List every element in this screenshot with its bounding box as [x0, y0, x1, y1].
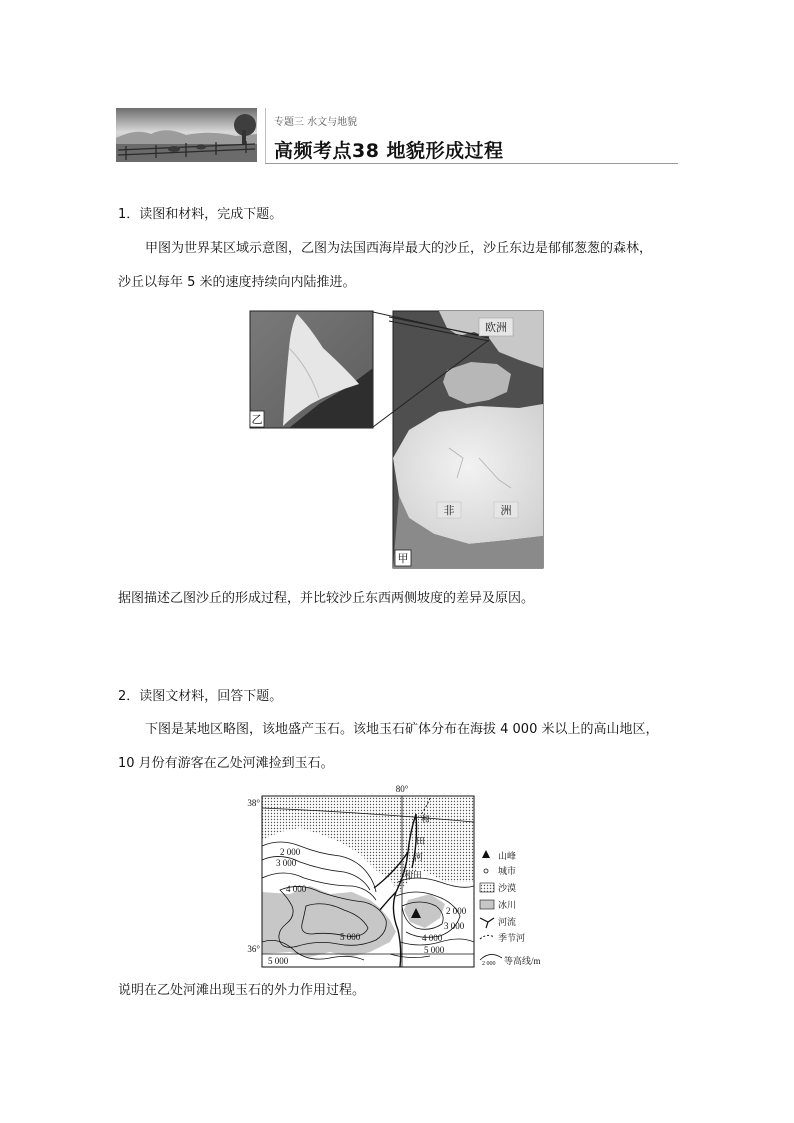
contour-label-5000-bl: 5 000: [268, 956, 289, 966]
contour-label-4000-right: 4 000: [422, 933, 443, 943]
q2-question: 说明在乙处河滩出现玉石的外力作用过程。: [118, 983, 366, 998]
peak-icon: [482, 850, 490, 858]
river-label-tian: 田: [416, 836, 426, 846]
label-yi: 乙: [251, 414, 263, 426]
page-header: [116, 106, 678, 164]
legend-peak: 山峰: [498, 851, 517, 861]
q1-figure: [249, 308, 545, 570]
legend-contour: 等高线/m: [504, 956, 541, 966]
label-europe: 欧洲: [485, 322, 507, 334]
river-icon: [480, 918, 494, 928]
legend-river: 河流: [498, 917, 517, 927]
seasonal-river-icon: [480, 935, 494, 939]
contour-label-3000-left: 3 000: [276, 858, 297, 868]
q2-map: [240, 782, 560, 972]
legend-desert: 沙漠: [498, 883, 517, 893]
contour-label-2000-right: 2 000: [446, 906, 467, 916]
contour-label-3000-right: 3 000: [444, 921, 465, 931]
label-jia: 甲: [397, 553, 409, 565]
q1-stem: 1．读图和材料，完成下题。: [118, 207, 283, 222]
header-divider: [265, 108, 266, 163]
label-africa-2: 洲: [500, 505, 512, 517]
contour-label-4000-left: 4 000: [286, 884, 307, 894]
page-title: 高频考点38 地貌形成过程: [274, 140, 504, 162]
legend-seasonal: 季节河: [498, 933, 526, 943]
map-legend: [480, 850, 541, 967]
legend-glacier: 冰川: [498, 900, 517, 910]
legend-city: 城市: [498, 866, 517, 876]
q2-stem: 2．读图文材料，回答下题。: [118, 689, 283, 704]
contour-label-5000-mid: 5 000: [340, 932, 361, 942]
q1-question: 据图描述乙图沙丘的形成过程，并比较沙丘东西两侧坡度的差异及原因。: [118, 591, 535, 606]
q2-paragraph-line1: 下图是某地区略图，该地盛产玉石。该地玉石矿体分布在海拔 4 000 米以上的高山地区，: [145, 722, 659, 737]
q1-paragraph-line2: 沙丘以每年 5 米的速度持续向内陆推进。: [118, 275, 356, 290]
label-africa-1: 非: [443, 505, 455, 517]
desert-swatch: [480, 883, 494, 892]
contour-label-2000-left: 2 000: [280, 847, 301, 857]
legend-contour-value: 2 000: [482, 961, 496, 967]
map-jia: [393, 311, 543, 568]
header-banner-image: [116, 108, 257, 162]
photo-yi: [250, 311, 373, 428]
header-rule: [265, 163, 678, 164]
contour-icon: [480, 954, 502, 960]
q1-paragraph-line1: 甲图为世界某区域示意图，乙图为法国西海岸最大的沙丘，沙丘东边是郁郁葱葱的森林，: [145, 241, 653, 256]
river-label-he: 和: [421, 814, 431, 824]
city-icon: [484, 869, 488, 873]
contour-label-5000-right: 5 000: [424, 945, 445, 955]
header-subtitle: 专题三 水文与地貌: [274, 117, 358, 128]
lon-80-label: 80°: [395, 784, 409, 794]
lat-36-label: 36°: [247, 944, 260, 954]
glacier-swatch: [480, 900, 494, 909]
river-label-he2: 河: [414, 852, 424, 862]
lat-38-label: 38°: [247, 798, 260, 808]
city-label-hetian: 和田: [404, 870, 423, 880]
q2-paragraph-line2: 10 月份有游客在乙处河滩捡到玉石。: [118, 756, 334, 771]
